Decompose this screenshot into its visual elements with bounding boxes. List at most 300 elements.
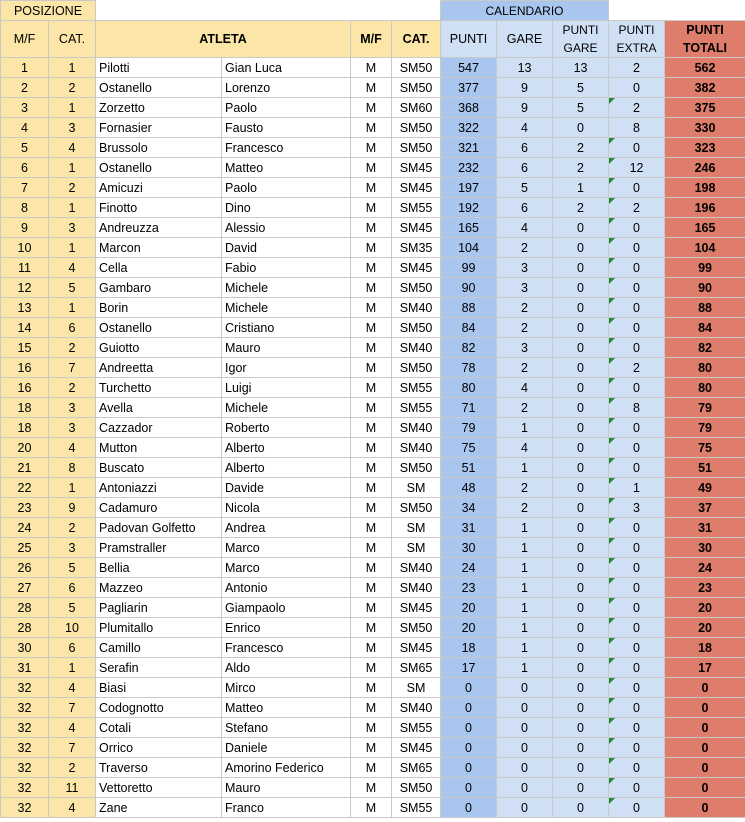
cell-category-position: 4 xyxy=(49,138,96,158)
cell-gender: M xyxy=(351,158,392,178)
cell-punti-gare: 0 xyxy=(553,378,609,398)
cell-category: SM55 xyxy=(392,398,441,418)
cell-name: Dino xyxy=(222,198,351,218)
cell-gender: M xyxy=(351,198,392,218)
cell-name: Enrico xyxy=(222,618,351,638)
cell-gare: 2 xyxy=(497,398,553,418)
cell-category: SM50 xyxy=(392,458,441,478)
cell-gare: 1 xyxy=(497,518,553,538)
cell-position: 20 xyxy=(1,438,49,458)
header-mf: M/F xyxy=(1,21,49,58)
cell-name: Mauro xyxy=(222,778,351,798)
cell-punti-gare: 0 xyxy=(553,738,609,758)
cell-category-position: 2 xyxy=(49,78,96,98)
cell-punti-gare: 0 xyxy=(553,318,609,338)
cell-punti-gare: 0 xyxy=(553,218,609,238)
cell-surname: Avella xyxy=(96,398,222,418)
cell-category-position: 1 xyxy=(49,658,96,678)
cell-punti-extra: 0 xyxy=(609,238,665,258)
table-row xyxy=(1,178,745,198)
cell-punti: 51 xyxy=(441,458,497,478)
cell-gender: M xyxy=(351,258,392,278)
cell-name: Francesco xyxy=(222,138,351,158)
cell-surname: Cazzador xyxy=(96,418,222,438)
cell-gender: M xyxy=(351,358,392,378)
cell-category-position: 7 xyxy=(49,358,96,378)
cell-punti: 165 xyxy=(441,218,497,238)
cell-category: SM40 xyxy=(392,338,441,358)
cell-position: 23 xyxy=(1,498,49,518)
table-row xyxy=(1,638,745,658)
cell-position: 21 xyxy=(1,458,49,478)
cell-punti-extra: 2 xyxy=(609,358,665,378)
cell-name: Alessio xyxy=(222,218,351,238)
cell-punti-gare: 0 xyxy=(553,258,609,278)
cell-punti: 88 xyxy=(441,298,497,318)
cell-name: Michele xyxy=(222,398,351,418)
cell-punti: 48 xyxy=(441,478,497,498)
cell-gare: 3 xyxy=(497,258,553,278)
cell-category: SM50 xyxy=(392,118,441,138)
cell-punti-totali: 0 xyxy=(665,678,745,698)
cell-category-position: 5 xyxy=(49,278,96,298)
cell-gender: M xyxy=(351,98,392,118)
cell-punti-totali: 382 xyxy=(665,78,745,98)
cell-gare: 4 xyxy=(497,438,553,458)
cell-category-position: 2 xyxy=(49,758,96,778)
cell-punti-gare: 0 xyxy=(553,458,609,478)
cell-punti-extra: 0 xyxy=(609,78,665,98)
cell-punti-gare: 0 xyxy=(553,518,609,538)
cell-punti-gare: 0 xyxy=(553,478,609,498)
header-posizione: POSIZIONE xyxy=(1,1,96,21)
cell-name: Davide xyxy=(222,478,351,498)
cell-punti-extra: 0 xyxy=(609,778,665,798)
cell-position: 32 xyxy=(1,698,49,718)
cell-punti-totali: 75 xyxy=(665,438,745,458)
cell-surname: Padovan Golfetto xyxy=(96,518,222,538)
cell-gare: 2 xyxy=(497,478,553,498)
cell-punti-totali: 104 xyxy=(665,238,745,258)
cell-punti-extra: 0 xyxy=(609,698,665,718)
cell-punti-extra: 1 xyxy=(609,478,665,498)
header-atleta: ATLETA xyxy=(96,21,351,58)
cell-punti-gare: 0 xyxy=(553,758,609,778)
cell-punti-extra: 0 xyxy=(609,458,665,478)
cell-punti-totali: 30 xyxy=(665,538,745,558)
cell-name: Franco xyxy=(222,798,351,818)
cell-position: 1 xyxy=(1,58,49,78)
table-row xyxy=(1,198,745,218)
cell-gare: 0 xyxy=(497,698,553,718)
cell-gender: M xyxy=(351,738,392,758)
table-row xyxy=(1,218,745,238)
cell-punti-totali: 80 xyxy=(665,358,745,378)
cell-gender: M xyxy=(351,298,392,318)
cell-punti-gare: 0 xyxy=(553,298,609,318)
cell-punti: 78 xyxy=(441,358,497,378)
cell-punti: 84 xyxy=(441,318,497,338)
table-row xyxy=(1,558,745,578)
cell-gender: M xyxy=(351,378,392,398)
header-gare: GARE xyxy=(497,21,553,58)
cell-punti: 322 xyxy=(441,118,497,138)
cell-punti-totali: 88 xyxy=(665,298,745,318)
cell-gare: 0 xyxy=(497,738,553,758)
cell-punti-gare: 0 xyxy=(553,398,609,418)
header-punti-extra: PUNTI EXTRA xyxy=(609,21,665,58)
cell-punti: 34 xyxy=(441,498,497,518)
header-calendario: CALENDARIO xyxy=(441,1,609,21)
cell-category: SM45 xyxy=(392,738,441,758)
cell-name: Michele xyxy=(222,278,351,298)
cell-punti-extra: 0 xyxy=(609,438,665,458)
cell-category: SM50 xyxy=(392,78,441,98)
cell-punti-extra: 0 xyxy=(609,658,665,678)
cell-gender: M xyxy=(351,78,392,98)
cell-punti-gare: 0 xyxy=(553,558,609,578)
cell-name: Fabio xyxy=(222,258,351,278)
cell-name: Andrea xyxy=(222,518,351,538)
cell-punti-gare: 2 xyxy=(553,158,609,178)
cell-category: SM45 xyxy=(392,258,441,278)
cell-punti: 192 xyxy=(441,198,497,218)
cell-category-position: 1 xyxy=(49,238,96,258)
cell-punti-totali: 23 xyxy=(665,578,745,598)
cell-punti-extra: 0 xyxy=(609,338,665,358)
cell-surname: Mazzeo xyxy=(96,578,222,598)
cell-category: SM45 xyxy=(392,638,441,658)
cell-punti-totali: 51 xyxy=(665,458,745,478)
cell-category: SM55 xyxy=(392,198,441,218)
cell-gender: M xyxy=(351,698,392,718)
cell-name: Cristiano xyxy=(222,318,351,338)
cell-gender: M xyxy=(351,658,392,678)
cell-category-position: 4 xyxy=(49,718,96,738)
cell-gender: M xyxy=(351,598,392,618)
cell-name: Giampaolo xyxy=(222,598,351,618)
cell-surname: Borin xyxy=(96,298,222,318)
cell-name: Matteo xyxy=(222,698,351,718)
cell-punti-extra: 0 xyxy=(609,678,665,698)
cell-gare: 5 xyxy=(497,178,553,198)
cell-punti-extra: 8 xyxy=(609,118,665,138)
cell-gare: 2 xyxy=(497,318,553,338)
cell-punti-extra: 2 xyxy=(609,198,665,218)
cell-gare: 6 xyxy=(497,158,553,178)
cell-category: SM35 xyxy=(392,238,441,258)
cell-surname: Mutton xyxy=(96,438,222,458)
cell-punti: 368 xyxy=(441,98,497,118)
cell-gare: 4 xyxy=(497,218,553,238)
cell-punti-totali: 24 xyxy=(665,558,745,578)
cell-surname: Buscato xyxy=(96,458,222,478)
cell-punti: 377 xyxy=(441,78,497,98)
cell-category-position: 10 xyxy=(49,618,96,638)
table-row xyxy=(1,78,745,98)
cell-gender: M xyxy=(351,218,392,238)
cell-name: Fausto xyxy=(222,118,351,138)
cell-category-position: 4 xyxy=(49,438,96,458)
cell-punti: 0 xyxy=(441,798,497,818)
cell-punti-extra: 0 xyxy=(609,618,665,638)
cell-surname: Codognotto xyxy=(96,698,222,718)
cell-gare: 0 xyxy=(497,798,553,818)
cell-category: SM45 xyxy=(392,158,441,178)
cell-name: Luigi xyxy=(222,378,351,398)
cell-category-position: 2 xyxy=(49,378,96,398)
cell-punti-gare: 2 xyxy=(553,198,609,218)
cell-category-position: 1 xyxy=(49,158,96,178)
cell-punti: 79 xyxy=(441,418,497,438)
cell-category-position: 6 xyxy=(49,578,96,598)
cell-punti-totali: 82 xyxy=(665,338,745,358)
cell-position: 24 xyxy=(1,518,49,538)
cell-position: 28 xyxy=(1,598,49,618)
cell-surname: Pagliarin xyxy=(96,598,222,618)
cell-punti-gare: 0 xyxy=(553,798,609,818)
cell-punti-totali: 0 xyxy=(665,758,745,778)
cell-punti-totali: 37 xyxy=(665,498,745,518)
cell-gender: M xyxy=(351,478,392,498)
table-row xyxy=(1,678,745,698)
cell-category: SM xyxy=(392,678,441,698)
cell-punti-gare: 5 xyxy=(553,98,609,118)
table-row xyxy=(1,618,745,638)
cell-surname: Orrico xyxy=(96,738,222,758)
cell-category-position: 2 xyxy=(49,518,96,538)
cell-surname: Traverso xyxy=(96,758,222,778)
cell-punti-extra: 8 xyxy=(609,398,665,418)
cell-category: SM40 xyxy=(392,418,441,438)
cell-category-position: 6 xyxy=(49,318,96,338)
cell-punti: 24 xyxy=(441,558,497,578)
cell-name: Marco xyxy=(222,558,351,578)
cell-punti-gare: 0 xyxy=(553,238,609,258)
cell-category-position: 1 xyxy=(49,58,96,78)
cell-punti-gare: 0 xyxy=(553,498,609,518)
cell-gare: 1 xyxy=(497,618,553,638)
cell-gender: M xyxy=(351,458,392,478)
cell-position: 32 xyxy=(1,718,49,738)
cell-name: Stefano xyxy=(222,718,351,738)
cell-gare: 0 xyxy=(497,778,553,798)
cell-category: SM50 xyxy=(392,138,441,158)
cell-gender: M xyxy=(351,538,392,558)
cell-surname: Serafin xyxy=(96,658,222,678)
cell-punti-gare: 0 xyxy=(553,778,609,798)
cell-position: 16 xyxy=(1,358,49,378)
cell-name: Roberto xyxy=(222,418,351,438)
cell-punti-gare: 2 xyxy=(553,138,609,158)
cell-gender: M xyxy=(351,338,392,358)
cell-punti-extra: 0 xyxy=(609,798,665,818)
cell-punti-extra: 0 xyxy=(609,718,665,738)
cell-punti-extra: 2 xyxy=(609,58,665,78)
cell-category-position: 7 xyxy=(49,698,96,718)
table-row xyxy=(1,478,745,498)
table-row xyxy=(1,318,745,338)
cell-surname: Cella xyxy=(96,258,222,278)
cell-category-position: 8 xyxy=(49,458,96,478)
cell-punti-totali: 246 xyxy=(665,158,745,178)
cell-surname: Zorzetto xyxy=(96,98,222,118)
cell-position: 32 xyxy=(1,678,49,698)
cell-surname: Zane xyxy=(96,798,222,818)
cell-punti-extra: 0 xyxy=(609,138,665,158)
cell-punti-gare: 0 xyxy=(553,578,609,598)
cell-punti: 0 xyxy=(441,678,497,698)
cell-punti: 20 xyxy=(441,618,497,638)
cell-gare: 1 xyxy=(497,638,553,658)
cell-name: Nicola xyxy=(222,498,351,518)
cell-punti-extra: 0 xyxy=(609,378,665,398)
cell-name: Paolo xyxy=(222,178,351,198)
cell-category-position: 1 xyxy=(49,298,96,318)
cell-surname: Antoniazzi xyxy=(96,478,222,498)
cell-punti: 232 xyxy=(441,158,497,178)
cell-category: SM40 xyxy=(392,298,441,318)
cell-punti: 18 xyxy=(441,638,497,658)
cell-category-position: 7 xyxy=(49,738,96,758)
cell-name: Mauro xyxy=(222,338,351,358)
cell-position: 4 xyxy=(1,118,49,138)
cell-position: 30 xyxy=(1,638,49,658)
cell-surname: Guiotto xyxy=(96,338,222,358)
cell-punti-extra: 0 xyxy=(609,598,665,618)
cell-position: 2 xyxy=(1,78,49,98)
cell-punti: 75 xyxy=(441,438,497,458)
table-row xyxy=(1,358,745,378)
cell-position: 15 xyxy=(1,338,49,358)
header-mf-2: M/F xyxy=(351,21,392,58)
table-row xyxy=(1,578,745,598)
cell-punti-gare: 0 xyxy=(553,338,609,358)
cell-position: 28 xyxy=(1,618,49,638)
cell-position: 31 xyxy=(1,658,49,678)
cell-position: 8 xyxy=(1,198,49,218)
cell-punti-totali: 99 xyxy=(665,258,745,278)
cell-position: 5 xyxy=(1,138,49,158)
cell-punti-extra: 0 xyxy=(609,218,665,238)
cell-gare: 1 xyxy=(497,458,553,478)
cell-gare: 1 xyxy=(497,598,553,618)
cell-punti-totali: 90 xyxy=(665,278,745,298)
cell-punti-totali: 0 xyxy=(665,798,745,818)
cell-gender: M xyxy=(351,58,392,78)
table-row xyxy=(1,778,745,798)
cell-category-position: 1 xyxy=(49,198,96,218)
cell-position: 3 xyxy=(1,98,49,118)
cell-category: SM50 xyxy=(392,278,441,298)
table-row xyxy=(1,458,745,478)
cell-punti-totali: 165 xyxy=(665,218,745,238)
table-row xyxy=(1,658,745,678)
cell-punti-gare: 0 xyxy=(553,418,609,438)
cell-category-position: 2 xyxy=(49,338,96,358)
cell-punti: 20 xyxy=(441,598,497,618)
cell-surname: Pramstraller xyxy=(96,538,222,558)
cell-surname: Andreuzza xyxy=(96,218,222,238)
cell-punti-totali: 84 xyxy=(665,318,745,338)
cell-position: 6 xyxy=(1,158,49,178)
cell-position: 25 xyxy=(1,538,49,558)
table-row xyxy=(1,738,745,758)
cell-surname: Finotto xyxy=(96,198,222,218)
cell-gare: 1 xyxy=(497,538,553,558)
cell-gare: 2 xyxy=(497,238,553,258)
cell-surname: Ostanello xyxy=(96,78,222,98)
cell-category: SM50 xyxy=(392,618,441,638)
cell-punti-gare: 13 xyxy=(553,58,609,78)
cell-gender: M xyxy=(351,638,392,658)
cell-gender: M xyxy=(351,578,392,598)
cell-punti-gare: 0 xyxy=(553,358,609,378)
cell-category: SM65 xyxy=(392,658,441,678)
cell-gare: 0 xyxy=(497,718,553,738)
table-row xyxy=(1,698,745,718)
table-row xyxy=(1,158,745,178)
cell-name: Lorenzo xyxy=(222,78,351,98)
cell-punti-gare: 0 xyxy=(553,438,609,458)
cell-punti: 80 xyxy=(441,378,497,398)
cell-punti: 31 xyxy=(441,518,497,538)
cell-category: SM xyxy=(392,518,441,538)
cell-surname: Plumitallo xyxy=(96,618,222,638)
table-row xyxy=(1,798,745,818)
cell-punti-extra: 0 xyxy=(609,278,665,298)
cell-punti: 0 xyxy=(441,778,497,798)
cell-punti-totali: 375 xyxy=(665,98,745,118)
cell-punti-totali: 79 xyxy=(665,398,745,418)
cell-position: 18 xyxy=(1,398,49,418)
cell-gender: M xyxy=(351,678,392,698)
header-cat: CAT. xyxy=(49,21,96,58)
cell-gare: 0 xyxy=(497,758,553,778)
cell-surname: Fornasier xyxy=(96,118,222,138)
table-row xyxy=(1,518,745,538)
cell-surname: Biasi xyxy=(96,678,222,698)
cell-punti: 0 xyxy=(441,718,497,738)
cell-punti-extra: 3 xyxy=(609,498,665,518)
cell-category: SM60 xyxy=(392,98,441,118)
cell-surname: Pilotti xyxy=(96,58,222,78)
cell-surname: Gambaro xyxy=(96,278,222,298)
cell-punti: 23 xyxy=(441,578,497,598)
cell-punti-extra: 0 xyxy=(609,578,665,598)
cell-gare: 2 xyxy=(497,498,553,518)
cell-gare: 13 xyxy=(497,58,553,78)
cell-position: 32 xyxy=(1,758,49,778)
cell-category-position: 1 xyxy=(49,98,96,118)
header-row-top xyxy=(1,1,745,21)
cell-name: Antonio xyxy=(222,578,351,598)
cell-position: 10 xyxy=(1,238,49,258)
cell-punti: 0 xyxy=(441,758,497,778)
cell-gender: M xyxy=(351,278,392,298)
cell-category: SM55 xyxy=(392,798,441,818)
cell-category-position: 3 xyxy=(49,218,96,238)
table-row xyxy=(1,398,745,418)
cell-category: SM45 xyxy=(392,218,441,238)
cell-position: 14 xyxy=(1,318,49,338)
cell-gare: 1 xyxy=(497,558,553,578)
cell-punti-extra: 0 xyxy=(609,638,665,658)
cell-name: Paolo xyxy=(222,98,351,118)
cell-name: Daniele xyxy=(222,738,351,758)
cell-category: SM xyxy=(392,478,441,498)
cell-category-position: 11 xyxy=(49,778,96,798)
